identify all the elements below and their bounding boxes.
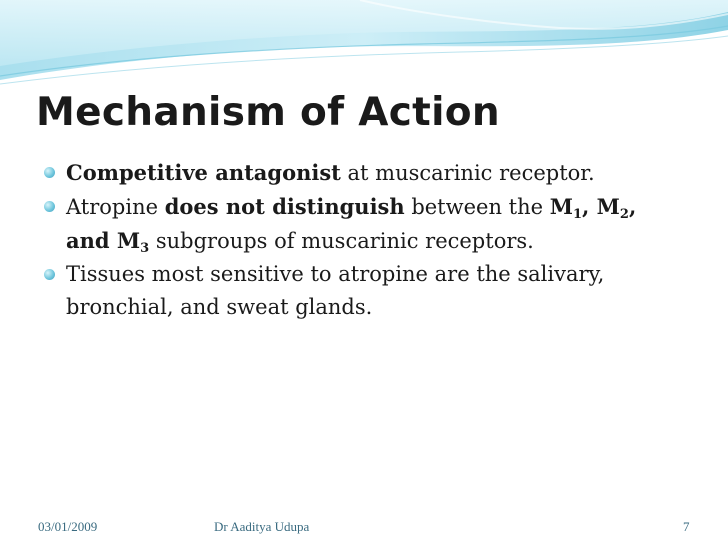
- receptor-sep-2: ,: [628, 194, 637, 219]
- bullet-item-1: [44, 156, 684, 190]
- bullet-list: [44, 156, 684, 324]
- receptor-m1-letter: M: [549, 194, 573, 219]
- receptor-m3-sub: 3: [140, 241, 150, 256]
- receptor-m3: [66, 228, 150, 256]
- bullet-2-pre: Atropine: [66, 195, 165, 219]
- bullet-2-mid: between the: [404, 195, 550, 219]
- bullet-1-text: at muscarinic receptor.: [340, 161, 595, 185]
- receptor-m2-letter: M: [596, 194, 620, 219]
- slide-title: Mechanism of Action: [36, 90, 500, 135]
- receptor-m1-sub: 1: [572, 207, 583, 222]
- receptor-and-m3: and M: [66, 228, 141, 253]
- footer-page-number: 7: [683, 519, 690, 534]
- header-wave-decoration: [0, 0, 728, 95]
- bullet-dot-icon: [44, 167, 55, 178]
- bullet-2-strong: does not distinguish: [164, 194, 405, 219]
- bullet-item-2: [44, 190, 684, 258]
- bullet-1-strong: Competitive antagonist: [66, 160, 341, 185]
- bullet-dot-icon: [44, 201, 55, 212]
- receptor-m1: [549, 194, 637, 222]
- receptor-m2-sub: 2: [619, 207, 629, 222]
- bullet-3-text: Tissues most sensitive to atropine are the salivary, bronchial, and sweat glands.: [66, 262, 605, 319]
- footer-date: 03/01/2009: [38, 519, 98, 534]
- bullet-dot-icon: [44, 269, 55, 280]
- footer-author: Dr Aaditya Udupa: [214, 519, 310, 534]
- receptor-sep-1: ,: [582, 194, 597, 219]
- bullet-item-3: [44, 258, 684, 324]
- bullet-2-end: subgroups of muscarinic receptors.: [149, 229, 534, 253]
